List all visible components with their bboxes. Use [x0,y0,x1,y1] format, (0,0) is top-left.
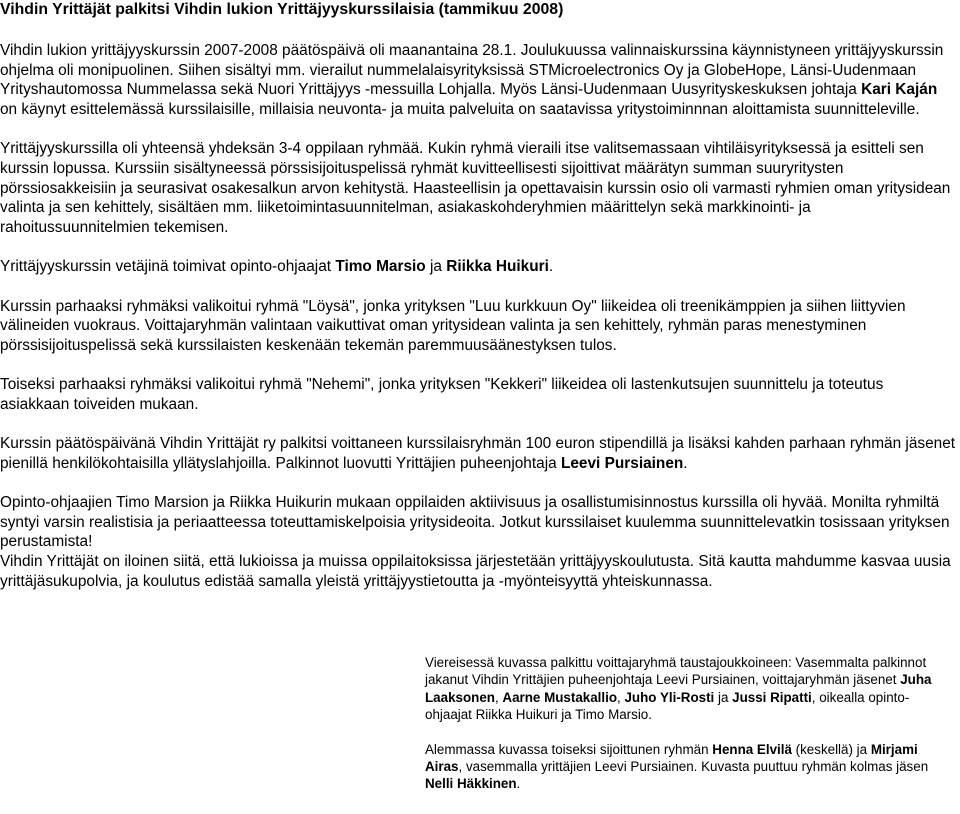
title-text: Vihdin Yrittäjät palkitsi Vihdin lukion Yrittäjyyskurssilaisia [0,1,435,18]
paragraph-groups: Yrittäjyyskurssilla oli yhteensä yhdeksän 3-4 oppilaan ryhmää. Kukin ryhmä vieraili itse valitsemassaan vihtiläisyrityksessä ja esitteli sen kurssin lopussa. Kurssiin sisältyneessä pörssisijoituspelissä ryhmät kuvitteellisesti sijoittivat määrätyn summan suuryritysten pörssiosakkeisiin ja seurasivat osakesalkun arvon kehitystä. Haasteellisin ja opettavaisin kurssin osio oli varmasti ryhmien oman yritysidean valinta ja sen kehittely, sisältäen mm. liiketoimintasuunnitelman, asiakaskohderyhmien määrittelyn sekä markkinointi- ja rahoitussuunnitelmien tekemisen. [0,140,951,237]
paragraph-winner: Kurssin parhaaksi ryhmäksi valikoitui ryhmä "Löysä", jonka yrityksen "Luu kurkkuun Oy" liikeidea oli treenikämppien ja siihen liittyvien välineiden vuokraus. Voittajaryhmän valintaan vaikuttivat oman yritysidean valinta ja sen kehittely, ryhmän paras menestyminen pörssisijoituspelissä sekä kurssilaisten keskenään tekemän paremmuusäänestyksen tulos. [0,297,906,354]
person-name: Kari Kaján [861,81,938,99]
person-name: Henna Elvilä [712,741,792,757]
person-name: Leevi Pursiainen [560,454,684,472]
person-name: Juha Laaksonen [425,672,932,705]
title-date: (tammikuu 2008) [438,1,564,18]
paragraph-program [0,41,956,120]
caption-winner-photo [425,654,955,724]
person-name: Mirjami Airas [425,741,918,775]
text: , [617,689,625,705]
text: ja [425,258,447,276]
caption-second-photo [425,741,955,793]
text: Viereisessä kuvassa palkittu voittajaryhmä taustajoukkoineen: Vasemmalta palkinnot jakanut Vihdin Yrittäjien puheenjohtaja Leevi Pursiainen, voittajaryhmän jäsenet [425,655,927,688]
text: Yrittäjyyskurssin vetäjinä toimivat opinto-ohjaajat [0,258,336,276]
text: , oikealla opinto-ohjaajat Riikka Huikuri ja Timo Marsio. [425,689,910,723]
photo-captions [425,654,955,810]
paragraph-second: Toiseksi parhaaksi ryhmäksi valikoitui ryhmä "Nehemi", jonka yrityksen "Kekkeri" liikeidea oli lastenkutsujen suunnittelu ja toteutus asiakkaan toiveiden mukaan. [0,376,884,413]
text: . [548,258,554,276]
paragraph-closing: Vihdin Yrittäjät on iloinen siitä, että lukioissa ja muissa oppilaitoksissa järjestetään yrittäjyyskoulutusta. Sitä kautta mahdumme kasvaa uusia yrittäjäsukupolvia, ja koulutus edistää samalla yleistä yrittäjyystietoutta ja -myönteisyyttä yhteiskunnassa. [0,553,951,590]
text: , vasemmalla yrittäjien Leevi Pursiainen. Kuvasta puuttuu ryhmän kolmas jäsen [458,759,929,775]
text: (keskellä) ja [791,741,871,757]
article-title [0,0,960,20]
text: Kurssin päätöspäivänä Vihdin Yrittäjät ry palkitsi voittaneen kurssilaisryhmän 100 euron stipendillä ja lisäksi kahden parhaan ryhmän jäsenet pienillä henkilökohtaisilla yllätyslahjoilla. Palkinnot luovutti Yrittäjien puheenjohtaja [0,435,956,472]
text: ja [714,689,733,705]
person-name: Juho Yli-Rosti [624,689,715,705]
person-name: Timo Marsio [335,258,426,276]
text: on käynyt esittelemässä kurssilaisille, millaisia neuvonta- ja muita palveluita on saatavissa yritystoiminnnan aloittamista suunnitteleville. [0,101,920,119]
text: . [683,454,688,472]
text: Vihdin lukion yrittäjyyskurssin 2007-2008 päätöspäivä oli maanantaina 28.1. Joulukuussa valinnaiskurssina käynnistyneen yrittäjyyskurssin ohjelma oli monipuolinen. Siihen sisältyi mm. vierailut nummelalaisyrityksissä STMicroelectronics Oy ja GlobeHope, Länsi-Uudenmaan Yrityshautomossa Nummelassa sekä Nuori Yrittäjyys -messuilla Lohjalla. Myös Länsi-Uudenmaan Uusyrityskeskuksen johtaja [0,42,944,99]
text: Alemmassa kuvassa toiseksi sijoittunen ryhmän [425,741,713,757]
person-name: Aarne Mustakallio [502,689,618,705]
paragraph-awards [0,434,956,473]
article-body [0,41,956,591]
paragraph-leaders [0,257,956,277]
person-name: Nelli Häkkinen [425,776,517,792]
paragraph-feedback: Opinto-ohjaajien Timo Marsion ja Riikka Huikurin mukaan oppilaiden aktiivisuus ja osallistumisinnostus kurssilla oli hyvää. Monilta ryhmiltä syntyi varsin realistisia ja periaatteessa toteuttamiskelpoisia yritysideoita. Jotkut kurssilaiset kuulemma suunnittelevatkin tosissaan yrityksen perustamista! [0,493,950,551]
text: . [516,776,521,792]
person-name: Jussi Ripatti [732,689,812,705]
person-name: Riikka Huikuri [446,258,549,276]
text: , [494,689,503,705]
